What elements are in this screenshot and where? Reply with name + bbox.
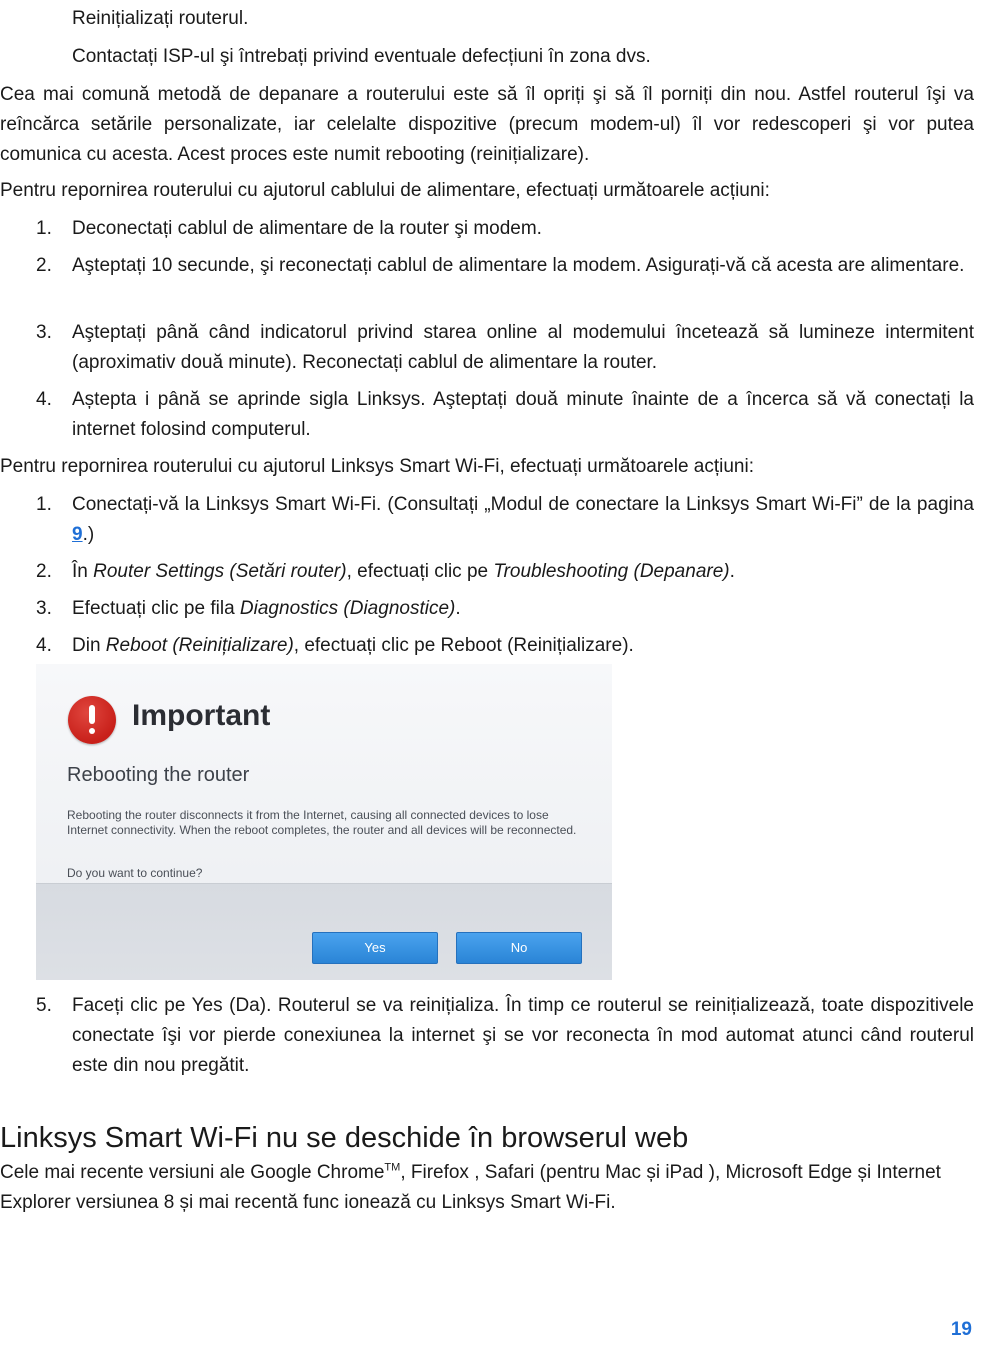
wifi-step-1-text: Conectați-vă la Linksys Smart Wi-Fi. (Consultați „Modul de conectare la Linksys Smart Wi-Fi” de la pagina (72, 494, 974, 515)
page-number: 19 (950, 1319, 972, 1340)
browser-support-b: , Firefox , Safari (pentru Mac și iPad ), Microsoft Edge și Internet Explorer versiunea 8 și mai recentă func ionează cu Linksys Smart Wi-Fi. (0, 1162, 941, 1213)
power-step-number: 4. (36, 389, 52, 410)
wifi-step-5-a: Faceți clic pe Yes (Da). (72, 995, 278, 1016)
warning-icon-bar (89, 705, 95, 724)
wifi-step-text (72, 490, 974, 550)
wifi-step-2-c: . (729, 561, 735, 582)
router-settings-term: Router Settings (Setări router) (93, 561, 347, 582)
wifi-step-text (72, 594, 974, 624)
power-step-number: 2. (36, 255, 52, 276)
wifi-step-number: 4. (36, 635, 52, 656)
dialog-question: Do you want to continue? (67, 866, 203, 880)
troubleshooting-term: Troubleshooting (Depanare) (493, 561, 730, 582)
wifi-step-number: 1. (36, 494, 52, 515)
bullet-contact-isp: Contactați ISP-ul şi întrebați privind eventuale defecțiuni în zona dvs. (72, 46, 651, 67)
wifi-step-2-b: , efectuați clic pe (346, 561, 494, 582)
wifi-step-text (72, 631, 974, 661)
yes-button[interactable]: Yes (312, 932, 438, 964)
wifi-step-number: 3. (36, 598, 52, 619)
diagnostics-term: Diagnostics (Diagnostice) (239, 598, 456, 619)
page-link[interactable]: 9 (72, 524, 83, 545)
trademark-mark: TM (384, 1161, 401, 1174)
wifi-step-2-a: În (72, 561, 94, 582)
warning-icon (68, 696, 116, 744)
wifi-step-text (72, 557, 974, 587)
wifi-step-number: 2. (36, 561, 52, 582)
wifi-step-text (72, 991, 974, 1081)
wifi-step-4-a: Din (72, 635, 106, 656)
dialog-heading: Important (132, 699, 271, 732)
power-step-text: Aşteptați până când indicatorul privind starea online al modemului încetează să lumineze intermitent (aproximativ două minute). Reconectați cablul de alimentare la router. (72, 322, 974, 373)
wifi-step-3-a: Efectuați clic pe fila (72, 598, 240, 619)
no-button[interactable]: No (456, 932, 582, 964)
power-step-number: 3. (36, 322, 52, 343)
wifi-reboot-title: Pentru repornirea routerului cu ajutorul Linksys Smart Wi-Fi, efectuați următoarele acțiuni: (0, 456, 754, 477)
power-step-number: 1. (36, 218, 52, 239)
warning-icon-dot (89, 728, 95, 734)
bullet-restart-router: Reinițializați routerul. (72, 8, 249, 29)
wifi-step-3-b: . (455, 598, 461, 619)
dialog-body: Rebooting the router disconnects it from the Internet, causing all connected devices to lose Internet connectivity. When the reboot completes, the router and all devices will be reconnected. (67, 808, 577, 837)
power-cycle-title: Pentru repornirea routerului cu ajutorul cablului de alimentare, efectuați următoarele acțiuni: (0, 180, 770, 201)
power-step-text: Aşteptați 10 secunde, şi reconectați cablul de alimentare la modem. Asigurați-vă că acesta are alimentare. (72, 255, 965, 276)
power-step-text: Deconectați cablul de alimentare de la router şi modem. (72, 218, 542, 239)
browser-support-paragraph (0, 1158, 974, 1218)
intro-paragraph: Cea mai comună metodă de depanare a routerului este să îl opriți şi să îl porniți din nou. Astfel routerul îşi va reîncărca setările personalizate, iar celelalte dispozitive (precum modem-ul) îl vor redescoperi şi vor putea comunica cu acesta. Acest proces este numit rebooting (reinițializare). (0, 84, 974, 165)
wifi-step-5-b: Routerul se va reinițializa. În timp ce routerul se reinițializează, toate dispozitivele conectate îşi vor pierde conexiunea la internet şi se vor reconecta în mod automat atunci când routerul este din nou pregătit. (72, 995, 975, 1076)
wifi-step-1-end: .) (82, 524, 95, 545)
wifi-step-4-b: , efectuați clic pe Reboot (Reinițializare). (293, 635, 634, 656)
wifi-step-number: 5. (36, 995, 52, 1016)
section-heading: Linksys Smart Wi-Fi nu se deschide în browserul web (0, 1122, 689, 1154)
reboot-dialog-screenshot (36, 664, 612, 980)
reboot-term: Reboot (Reinițializare) (105, 635, 294, 656)
dialog-subheading: Rebooting the router (67, 764, 250, 786)
browser-support-a: Cele mai recente versiuni ale Google Chrome (0, 1162, 385, 1183)
power-step-text: Aștepta i până se aprinde sigla Linksys. Aşteptați două minute înainte de a încerca să vă conectați la internet folosind computerul. (72, 389, 974, 440)
